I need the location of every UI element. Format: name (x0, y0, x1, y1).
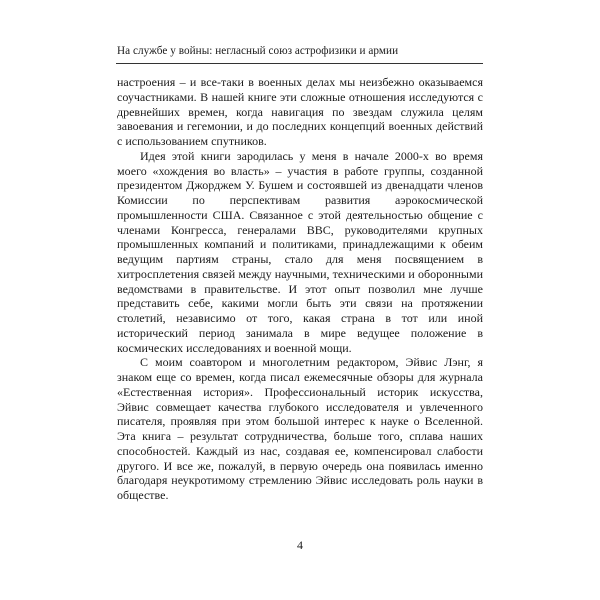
paragraph: С моим соавтором и многолетним редактором, Эйвис Лэнг, я знаком еще со времен, когда писал ежемесячные обзоры для журнала «Естественная история». Профессиональный историк искусства, Эйвис совмещает качества глубокого исследователя и увлеченного писателя, проявляя при этом большой интерес к науке о Вселенной. Эта книга – результат сотрудничества, больше того, сплава наших способностей. Каждый из нас, создавая ее, компенсировал слабости другого. И все же, пожалуй, в первую очередь она появилась именно благодаря неукротимому стремлению Эйвис исследовать роль науки в обществе. (117, 355, 483, 502)
paragraph-continuation: настроения – и все-таки в военных делах мы неизбежно оказываемся соучастниками. В нашей книге эти сложные отношения исследуются с древнейших времен, когда навигация по звездам служила целям завоевания и гегемонии, и до последних концепций военных действий с использованием спутников. (117, 75, 483, 148)
paragraph: Идея этой книги зародилась у меня в начале 2000-х во время моего «хождения во власть» – участия в работе группы, созданной президентом Джорджем У. Бушем и состоявшей из двенадцати членов Комиссии по перспективам развития аэрокосмической промышленности США. Связанное с этой деятельностью общение с членами Конгресса, генералами ВВС, руководителями крупных промышленных компаний и политиками, принадлежащими к обеим ведущим партиям страны, стало для меня посвящением в хитросплетения связей между научными, техническими и оборонными ведомствами в правительстве. И этот опыт позволил мне лучше представить себе, какими могли быть эти связи на протяжении столетий, независимо от того, какая страна в тот или иной исторический период занимала в мире ведущее положение в космических исследованиях и военной мощи. (117, 148, 483, 355)
body-text (117, 75, 483, 503)
page-number: 4 (297, 538, 303, 552)
header-rule (116, 63, 483, 64)
running-head: На службе у войны: негласный союз астрофизики и армии (117, 45, 399, 57)
